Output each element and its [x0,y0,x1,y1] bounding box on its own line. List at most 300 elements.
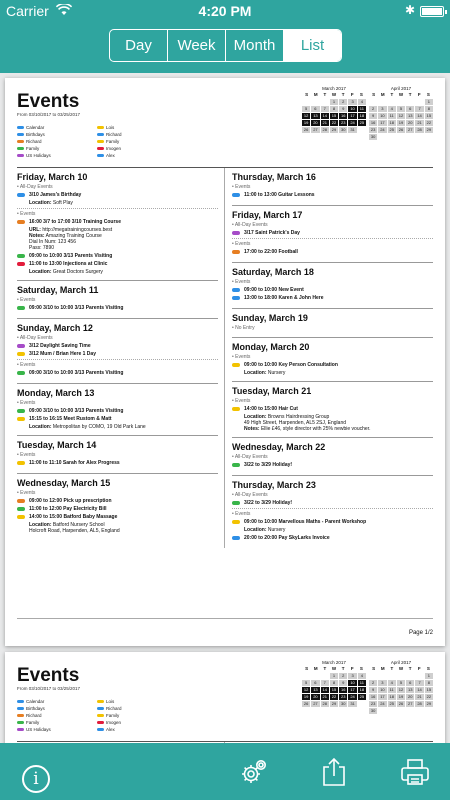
event-item[interactable] [232,535,433,541]
day-cell: 15 [426,687,432,692]
carrier-label: Carrier [6,3,49,19]
day-cell: 14 [417,113,422,118]
detail-key: Location: [29,424,52,430]
day-header: Friday, March 10 [17,172,88,182]
event-item[interactable] [17,498,218,504]
day-header: Wednesday, March 22 [232,442,326,452]
info-button[interactable]: i [22,765,50,793]
day-cell: 20 [313,120,318,125]
weekday-label: W [398,666,404,671]
event-title: 14:00 to 15:00 Hair Cut [244,406,298,412]
day-cell [415,673,423,679]
day-cell: 22 [426,694,432,699]
share-icon[interactable] [321,757,347,787]
day-cell [406,673,414,679]
weekday-label: S [359,92,363,97]
event-item[interactable] [232,406,433,412]
day-header: Thursday, March 23 [232,480,316,490]
event-item[interactable] [232,230,433,236]
weekday-label: S [305,666,309,671]
day-cell: 2 [369,680,377,686]
day-cell: 9 [339,680,347,686]
legend-swatch [17,140,24,143]
clock-label: 4:20 PM [198,3,252,19]
day-cell: 26 [398,701,404,706]
day-cell: 4 [388,680,396,686]
legend-swatch [97,728,104,731]
event-title: 09:00 to 10:00 3/13 Parents Visiting [29,253,113,259]
settings-gear-icon[interactable] [240,758,268,786]
view-mode-selector [109,29,342,62]
event-item[interactable] [232,295,433,301]
legend-item [17,139,42,144]
event-group-label: • Events [17,297,36,303]
legend-label: Richard [26,139,42,144]
day-section [232,168,433,206]
day-cell [311,99,319,105]
day-header: Tuesday, March 21 [232,386,312,396]
print-icon[interactable] [400,757,430,787]
weekday-label: M [380,92,385,97]
event-color-swatch [232,250,240,254]
detail-value: Browns Hairdressing Group [266,414,330,420]
day-cell: 24 [380,701,385,706]
day-cell: 27 [408,701,413,706]
event-color-swatch [232,536,240,540]
day-cell: 3 [378,106,386,112]
legend-label: Calendar [26,699,45,704]
legend-label: Family [106,139,120,144]
legend-item [97,727,115,732]
legend-swatch [97,147,104,150]
weekday-label: F [350,92,354,97]
weekday-row [302,666,366,673]
day-header: Thursday, March 16 [232,172,316,182]
day-cell: 17 [380,120,385,125]
day-cell [358,701,366,707]
event-detail [17,200,218,206]
day-cell: 20 [408,120,413,125]
segment-week[interactable]: Week [168,30,226,61]
detail-value: http://megatrainingcourses.best [40,227,113,233]
legend-label: US Holidays [26,727,51,732]
day-cell: 8 [425,680,433,686]
weekday-label: W [398,92,404,97]
event-item[interactable] [232,519,433,525]
day-cell: 1 [425,99,433,105]
weekday-label: T [408,92,412,97]
day-header: Monday, March 13 [17,388,95,398]
segment-month[interactable]: Month [226,30,284,61]
day-cell: 13 [313,687,318,692]
day-cell: 7 [415,106,423,112]
day-cell: 4 [358,673,366,679]
event-item[interactable] [17,408,218,414]
day-cell: 10 [350,106,355,111]
weekday-label: S [372,666,376,671]
detail-key: Notes: [29,233,45,239]
day-cell: 23 [370,701,376,706]
event-color-swatch [17,352,25,356]
day-cell [388,99,396,105]
detail-value: Nursery [266,370,286,376]
weekday-label: T [408,666,412,671]
day-cell: 21 [417,694,422,699]
event-color-swatch [17,254,25,258]
day-cell: 6 [406,680,414,686]
event-color-swatch [232,363,240,367]
legend-label: Lois [106,699,115,704]
event-color-swatch [17,499,25,503]
date-range: From 03/10/2017 to 03/25/2017 [17,686,81,691]
day-cell: 18 [389,120,394,125]
day-cell: 7 [321,106,329,112]
mini-calendar-march [302,660,366,707]
legend-item [97,699,114,704]
weekday-label: S [426,666,430,671]
day-cell: 14 [322,113,327,118]
day-cell: 5 [302,106,310,112]
day-section [232,382,433,438]
event-title: 3/17 Saint Patrick's Day [244,230,300,236]
day-cell: 9 [369,687,377,693]
event-title: 15:15 to 16:15 Meet Rustom & Matt [29,416,112,422]
day-cell: 13 [408,113,413,118]
event-item[interactable] [17,351,218,357]
day-cell: 29 [331,127,337,132]
day-header: Saturday, March 11 [17,285,99,295]
day-cell: 30 [370,134,376,139]
day-cell: 2 [339,99,347,105]
weekday-label: T [341,92,345,97]
event-detail [17,269,218,275]
event-color-swatch [17,220,25,224]
print-preview-page-1[interactable] [5,78,445,646]
event-item[interactable] [17,261,218,267]
legend-item [17,727,51,732]
event-item[interactable] [17,514,218,520]
weekday-label: S [359,666,363,671]
legend-swatch [17,721,24,724]
day-header: Sunday, March 19 [232,313,308,323]
event-detail [232,370,433,376]
event-group-label: • No Entry [232,325,255,331]
event-group-label: • All-Day Events [17,335,53,341]
day-cell: 27 [313,127,318,132]
event-item[interactable] [17,192,218,198]
weekday-label: T [341,666,345,671]
legend-item [97,153,115,158]
event-group-label: • Events [232,354,251,360]
date-range: From 03/10/2017 to 03/25/2017 [17,112,81,117]
event-title: 16:00 3/7 to 17:00 3/10 Training Course [29,219,121,225]
segment-list[interactable]: List [284,30,341,61]
day-cell [406,99,414,105]
legend-label: Alex [106,153,115,158]
legend-item [17,699,44,704]
legend-item [97,132,122,137]
event-title: 09:00 to 10:00 Marvellous Maths - Parent Workshop [244,519,367,525]
mini-calendar-april [369,660,433,714]
legend-label: Family [106,713,120,718]
day-cell: 27 [408,127,413,132]
legend-item [97,713,119,718]
page-title: Events [17,91,80,112]
day-cell: 7 [415,680,423,686]
group-divider [17,359,218,360]
weekday-row [369,666,433,673]
day-cell [321,99,329,105]
detail-key: Location: [29,269,52,275]
page-title: Events [17,665,80,686]
event-title: 09:00 3/10 to 10:00 3/13 Parents Visiting [29,305,124,311]
day-cell: 27 [313,701,318,706]
calendar-month-title: April 2017 [390,86,412,91]
day-cell: 26 [398,127,404,132]
legend-swatch [17,714,24,717]
event-detail [17,245,218,251]
event-item[interactable] [17,219,218,225]
detail-key: Notes: [244,426,260,432]
event-item[interactable] [17,370,218,376]
day-cell: 29 [426,127,432,132]
day-cell: 13 [408,687,413,692]
legend-swatch [97,707,104,710]
event-title: 14:00 to 15:00 Batford Baby Massage [29,514,118,520]
weekday-label: S [426,92,430,97]
event-item[interactable] [17,506,218,512]
day-cell: 17 [380,694,385,699]
legend-label: Alex [106,727,115,732]
day-cell: 6 [406,106,414,112]
legend-item [17,720,39,725]
day-cell: 12 [303,687,309,692]
event-title: 09:00 to 10:00 New Event [244,287,304,293]
event-item[interactable] [232,462,433,468]
event-item[interactable] [232,500,433,506]
detail-value: Batford Nursery School [51,522,105,528]
weekday-label: M [313,666,318,671]
event-group-label: • Events [232,241,251,247]
day-cell: 25 [389,127,394,132]
day-cell: 24 [350,694,355,699]
legend-item [17,153,51,158]
event-color-swatch [232,463,240,467]
day-cell [311,673,319,679]
weekday-label: M [313,92,318,97]
detail-value: Great Doctors Surgery [51,269,103,275]
day-section [17,384,218,436]
day-cell: 22 [426,120,432,125]
event-item[interactable] [232,287,433,293]
day-cell: 12 [398,113,404,118]
event-item[interactable] [17,416,218,422]
day-header: Friday, March 17 [232,210,303,220]
event-title: 3/12 Daylight Saving Time [29,343,91,349]
weekday-label: M [380,666,385,671]
day-cell: 28 [322,127,327,132]
day-cell: 19 [303,694,309,699]
legend-swatch [97,721,104,724]
day-cell: 4 [388,106,396,112]
day-grid [302,99,366,133]
weekday-label: W [331,666,337,671]
day-cell: 25 [359,120,365,125]
weekday-row [369,92,433,99]
event-title: 09:00 to 10:00 Key Person Consultation [244,362,338,368]
legend-item [17,713,42,718]
legend-swatch [97,126,104,129]
event-item[interactable] [232,192,433,198]
event-color-swatch [232,407,240,411]
day-cell [321,673,329,679]
day-section [17,474,218,539]
day-cell: 26 [303,701,309,706]
day-cell: 21 [322,694,327,699]
detail-value: Nursery [266,527,286,533]
legend-label: US Holidays [26,153,51,158]
legend-label: Birthdays [26,132,45,137]
event-detail [17,528,218,534]
calendar-month-title: March 2017 [322,660,346,665]
day-header: Monday, March 20 [232,342,310,352]
event-detail [232,426,433,432]
left-column [17,168,225,548]
day-cell: 16 [370,694,376,699]
event-title: 09:00 3/10 to 10:00 3/13 Parents Visiting [29,408,124,414]
event-item[interactable] [232,249,433,255]
event-item[interactable] [17,343,218,349]
footer-divider [17,618,433,619]
weekday-label: F [417,666,421,671]
day-cell: 12 [303,113,309,118]
day-cell: 5 [397,680,405,686]
day-cell: 9 [339,106,347,112]
event-title: 3/22 to 3/29 Holiday! [244,462,293,468]
day-cell: 11 [358,106,366,112]
legend-swatch [17,154,24,157]
detail-value: Pass: 7890 [29,245,55,251]
day-cell: 15 [426,113,432,118]
day-cell: 12 [398,687,404,692]
event-item[interactable] [17,305,218,311]
segment-day[interactable]: Day [110,30,168,61]
day-cell: 28 [322,701,327,706]
day-cell [378,99,386,105]
legend-item [17,706,45,711]
legend-swatch [17,700,24,703]
event-item[interactable] [17,253,218,259]
day-cell: 13 [313,113,318,118]
bottom-toolbar [0,743,450,800]
day-grid [369,673,433,714]
legend-item [17,132,45,137]
event-color-swatch [232,193,240,197]
event-color-swatch [232,288,240,292]
day-grid [302,673,366,707]
event-color-swatch [17,193,25,197]
day-cell: 31 [350,127,355,132]
day-section [232,309,433,338]
day-cell: 3 [348,673,356,679]
day-grid [369,99,433,140]
status-bar [0,0,450,22]
day-cell: 23 [370,127,376,132]
event-title: 11:00 to 13:00 Injections at Clinic [29,261,108,267]
legend-item [97,139,119,144]
nav-bar [0,0,450,73]
event-title: 17:00 to 22:00 Football [244,249,298,255]
day-cell: 22 [331,120,337,125]
legend-item [97,146,121,151]
event-title: 11:00 to 12:00 Pay Electricity Bill [29,506,107,512]
legend-label: Family [26,720,40,725]
day-cell: 7 [321,680,329,686]
day-cell: 8 [425,106,433,112]
event-item[interactable] [232,362,433,368]
detail-value: Dial In Num: 123 456 [29,239,76,245]
day-cell: 30 [341,701,346,706]
event-color-swatch [232,296,240,300]
day-cell: 24 [380,127,385,132]
mini-calendar-april [369,86,433,140]
event-color-swatch [17,409,25,413]
day-cell: 16 [341,687,346,692]
detail-key: URL: [29,227,41,233]
day-cell: 14 [417,687,422,692]
day-cell: 8 [330,106,338,112]
day-cell: 1 [330,673,338,679]
day-cell: 29 [426,701,432,706]
day-section [232,263,433,309]
event-title: 09:00 to 12:00 Pick up prescription [29,498,112,504]
event-group-label: • All-Day Events [232,454,268,460]
legend-swatch [17,728,24,731]
day-cell: 23 [341,120,346,125]
day-cell [302,673,310,679]
event-title: 11:00 to 13:00 Guitar Lessons [244,192,315,198]
day-cell: 19 [398,120,404,125]
day-section [17,319,218,384]
event-group-label: • All-Day Events [232,222,268,228]
legend-swatch [97,133,104,136]
day-cell: 17 [350,113,355,118]
legend-label: Imogen [106,146,122,151]
event-item[interactable] [17,460,218,466]
event-color-swatch [17,344,25,348]
legend-item [97,706,122,711]
group-divider [232,508,433,509]
day-cell: 4 [358,99,366,105]
event-group-label: • Events [17,400,36,406]
detail-value: Ellie £46, style director with 25% newbie voucher. [259,426,371,432]
day-cell: 3 [348,99,356,105]
day-section [17,168,218,281]
event-color-swatch [17,306,25,310]
day-cell: 26 [303,127,309,132]
day-cell: 2 [369,106,377,112]
legend-swatch [97,714,104,717]
event-title: 20:00 to 20:00 Pay SkyLarks Invoice [244,535,330,541]
weekday-label: T [390,92,394,97]
day-cell: 23 [341,694,346,699]
legend-swatch [17,126,24,129]
day-header: Wednesday, March 15 [17,478,111,488]
day-cell: 30 [341,127,346,132]
legend-item [97,720,121,725]
event-color-swatch [232,520,240,524]
group-divider [232,238,433,239]
